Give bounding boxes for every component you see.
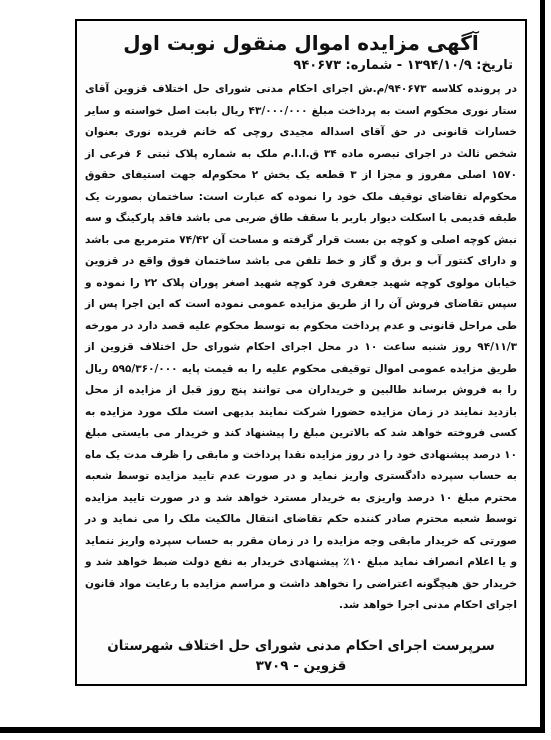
- notice-body: در پرونده کلاسه ۹۴۰۶۷۳/م.ش اجرای احکام مدنی شورای حل اختلاف قزوین آقای ستار نوری محکوم است به پرداخت مبلغ ۴۳/۰۰۰/۰۰۰ ریال بابت اصل خواسته و سایر خسارات قانونی در حق آقای اسداله مجیدی روچی که خانم فریده نوری بعنوان شخص ثالث در اجرای تبصره ماده ۳۴ ق.ا.ا.م ملک به شماره پلاک ثبتی ۶ فرعی از ۱۵۷۰ اصلی مفروز و مجزا از ۳ قطعه یک بخش ۲ محکوم‌له جهت استیفای حقوق محکوم‌له تقاضای توقیف ملک خود را نموده که عبارت است: ساختمان بصورت یک طبقه قدیمی با اسکلت دیوار باربر با سقف طاق ضربی می باشد فاقد پارکینگ و سه نبش کوچه اصلی و کوچه بن بست قرار گرفته و مساحت آن ۷۴/۴۲ مترمربع می باشد و دارای کنتور آب و برق و گاز و خط تلفن می باشد ساختمان فوق واقع در قزوین خیابان مولوی کوچه شهید جعفری فرد کوچه شهید اصغر پوران پلاک ۲۲ را نموده و سپس تقاضای فروش آن را از طریق مزایده عمومی نموده است که این اجرا پس از طی مراحل قانونی و عدم پرداخت محکوم به توسط محکوم علیه قصد دارد در مورخه ۹۴/۱۱/۳ روز شنبه ساعت ۱۰ در محل اجرای احکام شورای حل اختلاف قزوین از طریق مزایده عمومی اموال توقیفی محکوم علیه را به قیمت پایه ۵۹۵/۳۶۰/۰۰۰ ریال را به فروش برساند طالبین و خریداران می توانند پنج روز قبل از مزایده از محل بازدید نمایند در زمان مزایده حضورا شرکت نمایند بدیهی است ملک مورد مزایده به کسی فروخته خواهد شد که بالاترین مبلغ را پیشنهاد کند و خریدار می بایستی مبلغ ۱۰ درصد پیشنهادی خود را در روز مزایده نقدا پرداخت و مابقی را ظرف مدت یک ماه به حساب سپرده دادگستری واریز نماید و در صورت عدم تایید مزایده توسط شعبه محترم مبلغ ۱۰ درصد واریزی به خریدار مسترد خواهد شد و در صورت تایید مزایده توسط شعبه محترم صادر کننده حکم تقاضای انتقال مالکیت ملک را می نماید و در صورتی که خریدار مابقی وجه مزایده را در زمان مقرر به حساب سپرده واریز ننماید و یا اعلام انصراف نماید مبلغ ۱۰٪ پیشنهادی خریدار به نفع دولت ضبط خواهد شد و خریدار حق هیچگونه اعتراضی را نخواهد داشت و مراسم مزایده با رعایت مواد قانون اجرای احکام مدنی اجرا خواهد شد.: [85, 83, 518, 611]
- auction-notice: [75, 19, 527, 686]
- notice-date-number: تاریخ: ۱۳۹۴/۱۰/۹ - شماره: ۹۴۰۶۷۳: [293, 58, 513, 73]
- notice-signature: سرپرست اجرای احکام مدنی شورای حل اختلاف شهرستان قزوین - ۳۷۰۹: [107, 638, 495, 674]
- notice-title: آگهی مزایده اموال منقول نوبت اول: [123, 31, 479, 55]
